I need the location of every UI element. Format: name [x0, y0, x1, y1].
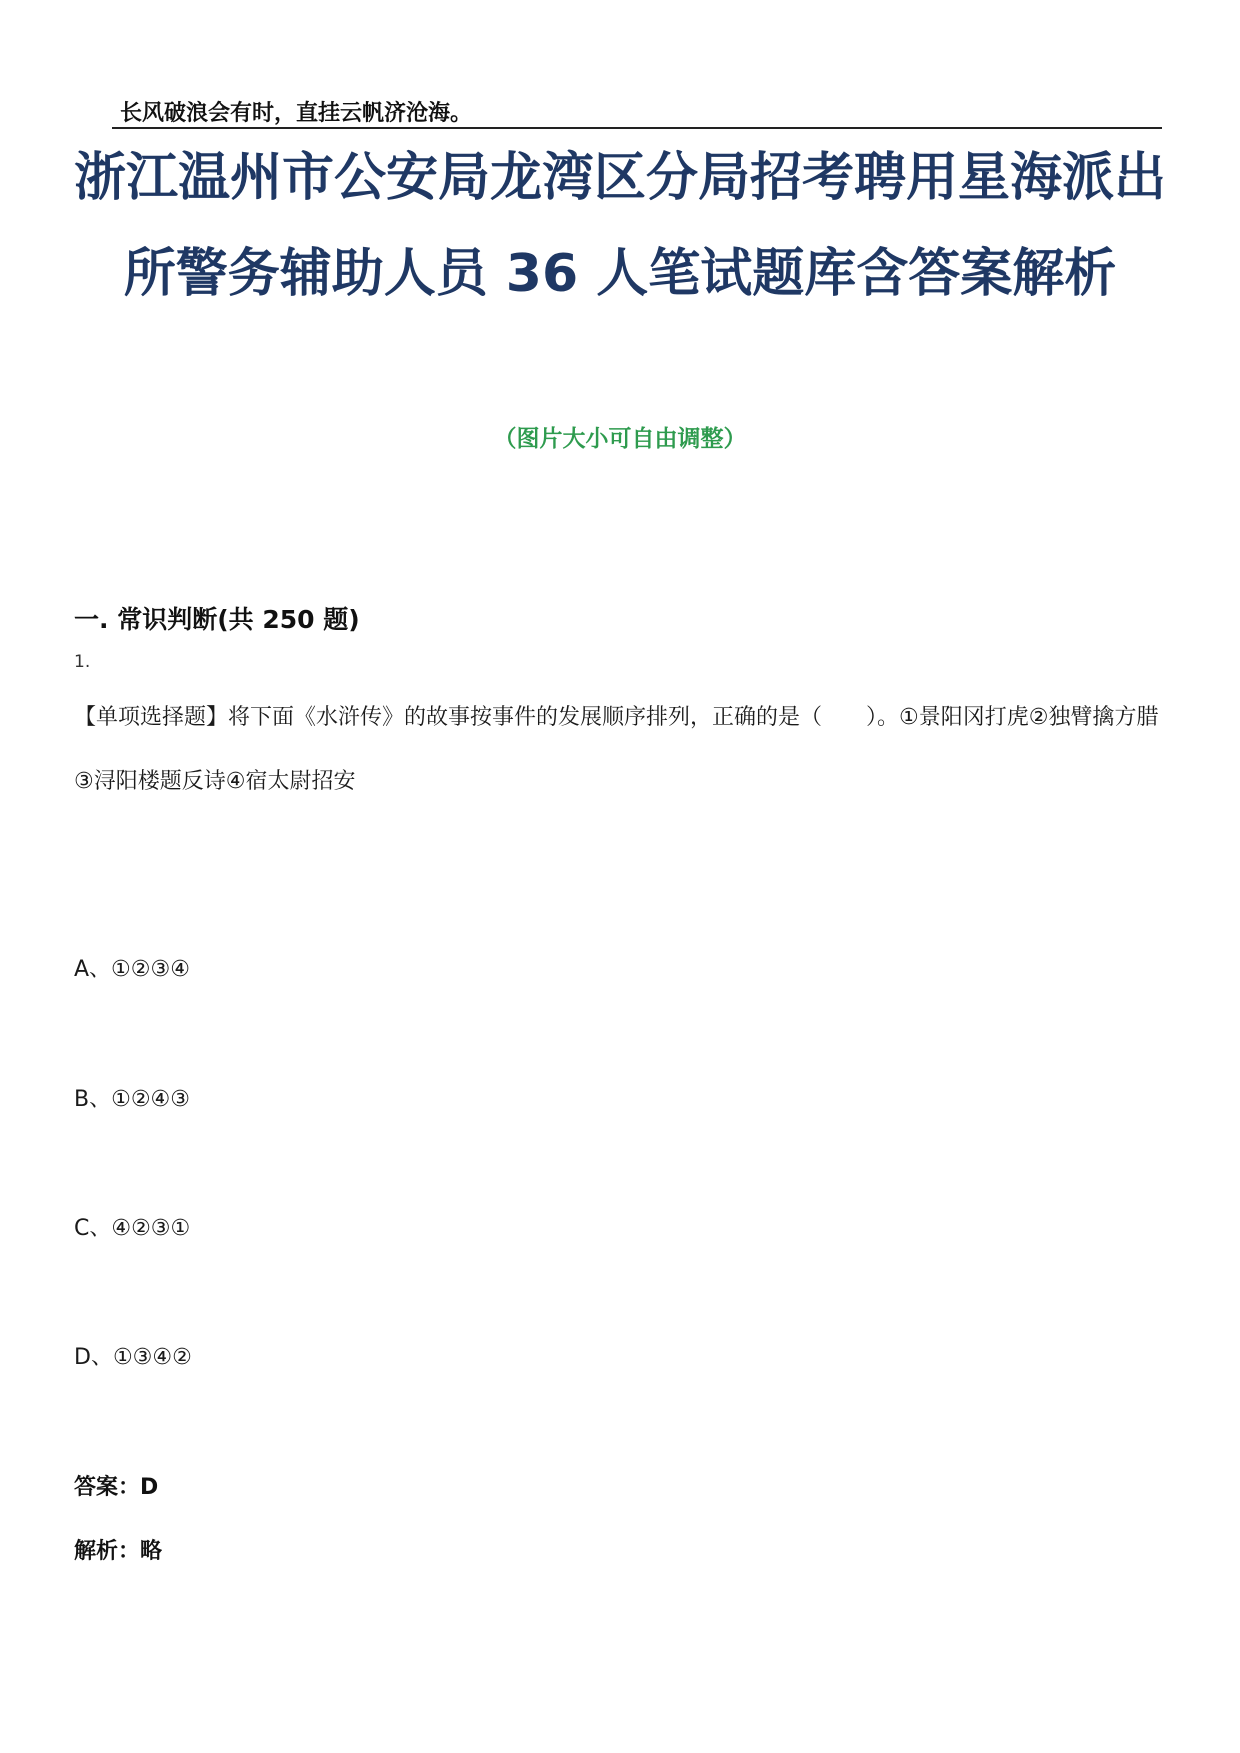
document-subtitle: （图片大小可自由调整）	[493, 426, 747, 452]
document-title: 浙江温州市公安局龙湾区分局招考聘用星海派出所警务辅助人员 36 人笔试题库含答案解析	[73, 148, 1166, 304]
section-heading: 一. 常识判断(共 250 题)	[74, 605, 360, 634]
option-b[interactable]: B、①②④③	[74, 1087, 190, 1112]
question-text: 【单项选择题】将下面《水浒传》的故事按事件的发展顺序排列，正确的是（ ）。①景阳冈打虎②独臂擒方腊③浔阳楼题反诗④宿太尉招安	[74, 705, 1159, 794]
header-motto: 长风破浪会有时，直挂云帆济沧海。	[120, 100, 473, 126]
option-c[interactable]: C、④②③①	[74, 1216, 191, 1241]
answer: 答案：D	[74, 1475, 159, 1500]
question-number: 1.	[74, 652, 91, 672]
option-d[interactable]: D、①③④②	[74, 1345, 192, 1370]
option-a[interactable]: A、①②③④	[74, 957, 190, 982]
header-divider	[112, 127, 1162, 129]
analysis: 解析：略	[74, 1539, 163, 1564]
